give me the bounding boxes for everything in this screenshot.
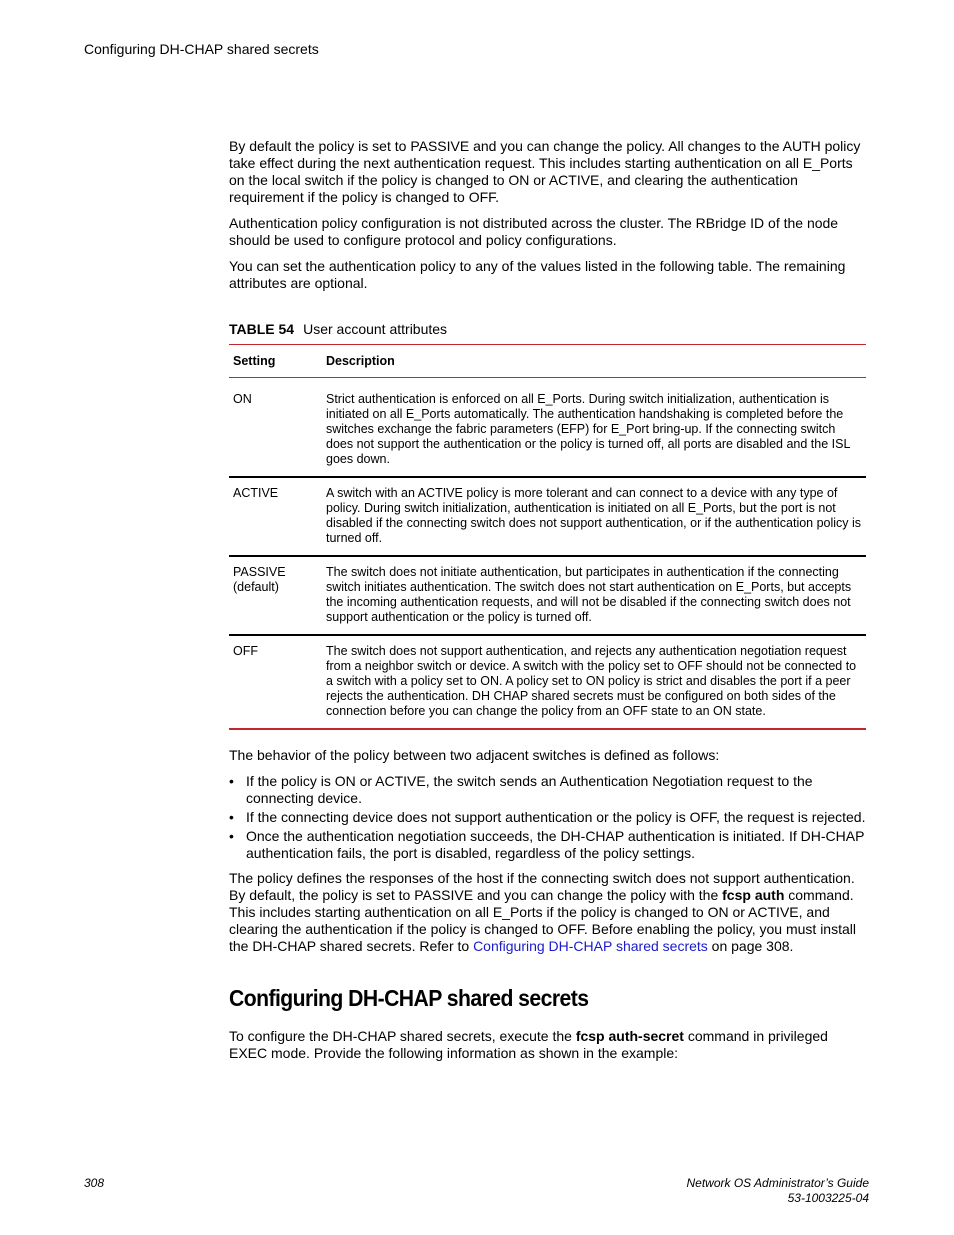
description-cell: The switch does not initiate authentication, but participates in authentication if the connecting switch initiates authentication. The switch does not start authentication on E_Ports, but accepts the incoming authentication requests, and will not be disabled if the connecting switch does not support authentication or the policy is turned off.: [322, 556, 866, 635]
footer-doc-title: Network OS Administrator’s Guide: [686, 1176, 869, 1190]
description-cell: Strict authentication is enforced on all E_Ports. During switch initialization, authentication is initiated on all E_Ports automatically. The authentication handshaking is completed before the switches exchange the fabric parameters (EFP) for E_Port bring-up. If the connecting switch does not support the authentication or the policy is turned off, all ports are disabled and the ISL goes down.: [322, 384, 866, 477]
bullet-icon: •: [229, 773, 234, 789]
list-item: [229, 809, 866, 826]
behavior-lead: The behavior of the policy between two adjacent switches is defined as follows:: [229, 747, 720, 763]
column-header-setting: Setting: [229, 345, 322, 378]
section-text-2: command in privileged EXEC mode. Provide the following information as shown in the example:: [229, 1028, 828, 1061]
intro-paragraph-2: Authentication policy configuration is not distributed across the cluster. The RBridge ID of the node should be used to configure protocol and policy configurations.: [229, 215, 839, 248]
command-fcsp-auth: fcsp auth: [722, 887, 785, 903]
cross-reference-link[interactable]: Configuring DH-CHAP shared secrets: [473, 938, 708, 954]
table-caption: [229, 321, 866, 337]
setting-cell: ON: [229, 384, 322, 477]
setting-cell: OFF: [229, 635, 322, 729]
list-item: [229, 828, 866, 862]
section-heading: Configuring DH-CHAP shared secrets: [229, 985, 589, 1011]
setting-cell: PASSIVE (default): [229, 556, 322, 635]
list-item-text: Once the authentication negotiation succeeds, the DH-CHAP authentication is initiated. If DH-CHAP authentication fails, the port is disabled, regardless of the policy settings.: [246, 828, 865, 861]
intro-paragraph-1: By default the policy is set to PASSIVE and you can change the policy. All changes to the AUTH policy take effect during the next authentication request. This includes starting authentication on all E_Ports on the local switch if the policy is changed to ON or ACTIVE, and clearing the authentication requirement if the policy is changed to OFF.: [229, 138, 861, 205]
intro-paragraph-3: You can set the authentication policy to any of the values listed in the following table. The remaining attributes are optional.: [229, 258, 846, 291]
policy-text-3: on page 308.: [707, 938, 794, 954]
table-row: [229, 635, 866, 729]
policy-settings-table: [229, 344, 866, 730]
description-cell: A switch with an ACTIVE policy is more tolerant and can connect to a device with any type of policy. During switch initialization, authentication is initiated on all E_Ports, but the port is not disabled if the connecting switch does not support authentication, or if the authentication policy is turned off.: [322, 477, 866, 556]
setting-cell: ACTIVE: [229, 477, 322, 556]
column-header-description: Description: [322, 345, 866, 378]
section-paragraph: [229, 1028, 866, 1062]
table-caption-number: TABLE 54: [229, 321, 295, 337]
page-number: 308: [84, 1176, 105, 1190]
bullet-icon: •: [229, 809, 234, 825]
list-item: [229, 773, 866, 807]
section-text-1: To configure the DH-CHAP shared secrets, execute the: [229, 1028, 576, 1044]
command-fcsp-auth-secret: fcsp auth-secret: [575, 1028, 684, 1044]
table-caption-title: User account attributes: [303, 321, 448, 337]
footer-doc-info: [686, 1176, 869, 1206]
list-item-text: If the connecting device does not support authentication or the policy is OFF, the request is rejected.: [246, 809, 866, 825]
table-row: [229, 556, 866, 635]
policy-text-1: The policy defines the responses of the host if the connecting switch does not support authentication. By default, the policy is set to PASSIVE and you can change the policy with the: [229, 870, 855, 903]
behavior-list: [229, 773, 866, 862]
footer-doc-number: 53-1003225-04: [787, 1191, 869, 1205]
list-item-text: If the policy is ON or ACTIVE, the switch sends an Authentication Negotiation request to the connecting device.: [246, 773, 813, 806]
running-header: Configuring DH-CHAP shared secrets: [84, 41, 319, 57]
table-row: [229, 384, 866, 477]
policy-text-2: command. This includes starting authentication on all E_Ports if the policy is changed to ON or ACTIVE, and clearing the authentication if the policy is changed to OFF. Before enabling the policy, you must install the DH-CHAP shared secrets. Refer to: [229, 887, 856, 954]
table-row: [229, 477, 866, 556]
bullet-icon: •: [229, 828, 234, 844]
table-header-row: [229, 345, 866, 378]
description-cell: The switch does not support authentication, and rejects any authentication negotiation request from a neighbor switch or device. A switch with the policy set to OFF should not be connected to a switch with a policy set to ON. A policy set to ON policy is strict and disables the port if a peer rejects the authentication. DH CHAP shared secrets must be configured on both sides of the connection before you can change the policy from an OFF state to an ON state.: [322, 635, 866, 729]
policy-paragraph: [229, 870, 866, 955]
page-content: [229, 138, 866, 1071]
